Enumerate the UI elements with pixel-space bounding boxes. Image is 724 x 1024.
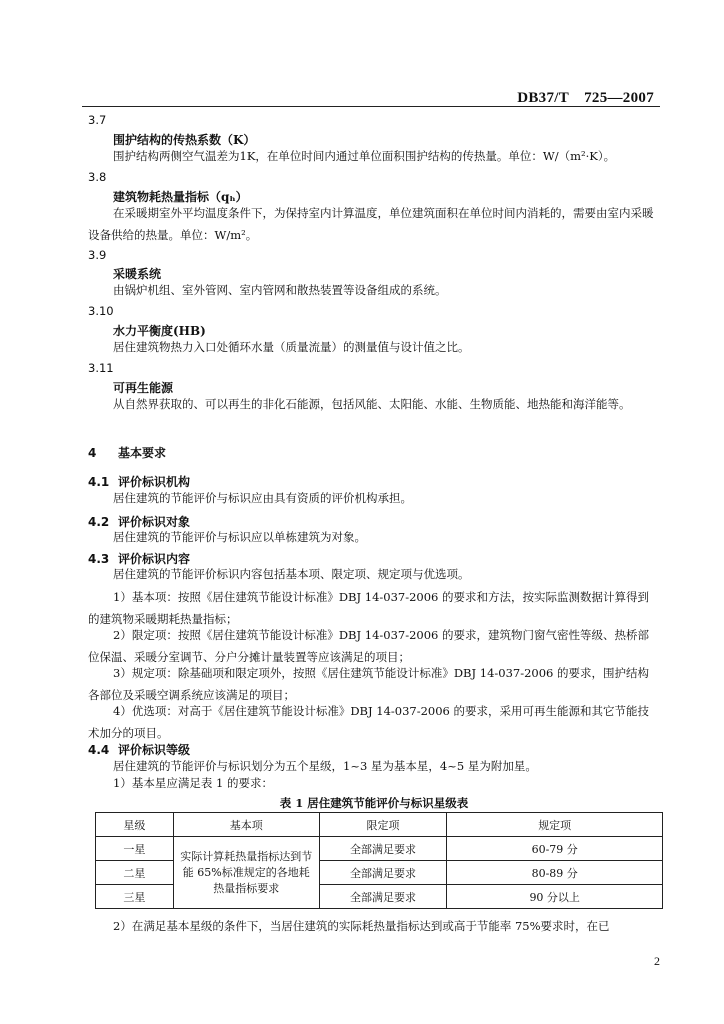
table-caption: 表 1 居住建筑节能评价与标识星级表	[279, 796, 469, 810]
header-rule	[82, 106, 660, 107]
subsection-title: 评价标识等级	[118, 743, 191, 757]
subsection-number: 4.2	[88, 515, 110, 529]
term-definition: 从自然界获取的、可以再生的非化石能源，包括风能、太阳能、水能、生物质能、地热能和海洋能等。	[113, 397, 631, 411]
page-number: 2	[654, 954, 660, 968]
rule-item-cell: 90 分以上	[447, 885, 663, 909]
rule-item-cell: 60-79 分	[447, 837, 663, 861]
table-header-cell: 星级	[96, 813, 174, 837]
subsection-body: 居住建筑的节能评价与标识应以单栋建筑为对象。	[113, 530, 366, 544]
term-title: 水力平衡度(HB)	[113, 324, 206, 338]
list-item: 1）基本星应满足表 1 的要求：	[113, 776, 273, 790]
subsection-title: 评价标识内容	[118, 552, 191, 566]
section-number: 4	[88, 446, 97, 460]
limit-item-cell: 全部满足要求	[319, 861, 447, 885]
star-level-cell: 二星	[96, 861, 174, 885]
term-title: 采暖系统	[113, 267, 162, 281]
term-definition: 围护结构两侧空气温差为1K，在单位时间内通过单位面积围护结构的传热量。单位：W/（m²·K）。	[113, 149, 616, 163]
term-definition: 居住建筑物热力入口处循环水量（质量流量）的测量值与设计值之比。	[113, 340, 470, 354]
term-title: 建筑物耗热量指标（qₕ）	[113, 190, 248, 204]
term-definition: 由锅炉机组、室外管网、室内管网和散热装置等设备组成的系统。	[113, 283, 447, 297]
subsection-body: 居住建筑的节能评价与标识应由具有资质的评价机构承担。	[113, 491, 412, 505]
subsection-number: 4.1	[88, 475, 110, 489]
table-header-cell: 规定项	[447, 813, 663, 837]
basic-item-cell: 实际计算耗热量指标达到节能 65%标准规定的各地耗热量指标要求	[173, 837, 319, 909]
list-item: 2）在满足基本星级的条件下，当居住建筑的实际耗热量指标达到或高于节能率 75%要求时，在已	[113, 919, 610, 933]
star-level-table	[95, 812, 663, 909]
subsection-number: 4.4	[88, 743, 110, 757]
section-heading	[88, 444, 166, 461]
table-row	[96, 837, 663, 861]
star-level-cell: 一星	[96, 837, 174, 861]
clause-number: 3.7	[88, 113, 107, 127]
table-header-cell: 限定项	[319, 813, 447, 837]
term-title: 围护结构的传热系数（K）	[113, 133, 256, 147]
subsection-intro: 居住建筑的节能评价标识内容包括基本项、限定项、规定项与优选项。	[113, 567, 470, 581]
list-item: 2）限定项：按照《居住建筑节能设计标准》DBJ 14-037-2006 的要求，建筑物门窗气密性等级、热桥部位保温、采暖分室调节、分户分摊计量装置等应该满足的项目；	[88, 628, 650, 664]
subsection-title: 评价标识对象	[118, 515, 191, 529]
clause-number: 3.8	[88, 170, 107, 184]
limit-item-cell: 全部满足要求	[319, 885, 447, 909]
list-item: 4）优选项：对高于《居住建筑节能设计标准》DBJ 14-037-2006 的要求，采用可再生能源和其它节能技术加分的项目。	[88, 704, 650, 740]
term-definition: 在采暖期室外平均温度条件下，为保持室内计算温度，单位建筑面积在单位时间内消耗的，需要由室内采暖设备供给的热量。单位：W/m²。	[88, 206, 654, 242]
limit-item-cell: 全部满足要求	[319, 837, 447, 861]
star-level-cell: 三星	[96, 885, 174, 909]
list-item: 3）规定项：除基础项和限定项外，按照《居住建筑节能设计标准》DBJ 14-037-2006 的要求，围护结构各部位及采暖空调系统应该满足的项目；	[88, 666, 650, 702]
table-header-cell: 基本项	[173, 813, 319, 837]
rule-item-cell: 80-89 分	[447, 861, 663, 885]
document-code: DB37/T 725—2007	[517, 90, 654, 106]
clause-number: 3.9	[88, 248, 107, 262]
subsection-title: 评价标识机构	[118, 475, 191, 489]
list-item: 1）基本项：按照《居住建筑节能设计标准》DBJ 14-037-2006 的要求和方法，按实际监测数据计算得到的建筑物采暖期耗热量指标；	[88, 590, 650, 626]
section-title: 基本要求	[118, 446, 167, 460]
table-header-row	[96, 813, 663, 837]
clause-number: 3.10	[88, 304, 114, 318]
subsection-intro: 居住建筑的节能评价与标识划分为五个星级，1~3 星为基本星，4~5 星为附加星。	[113, 759, 537, 773]
subsection-number: 4.3	[88, 552, 110, 566]
clause-number: 3.11	[88, 361, 114, 375]
term-title: 可再生能源	[113, 381, 174, 395]
